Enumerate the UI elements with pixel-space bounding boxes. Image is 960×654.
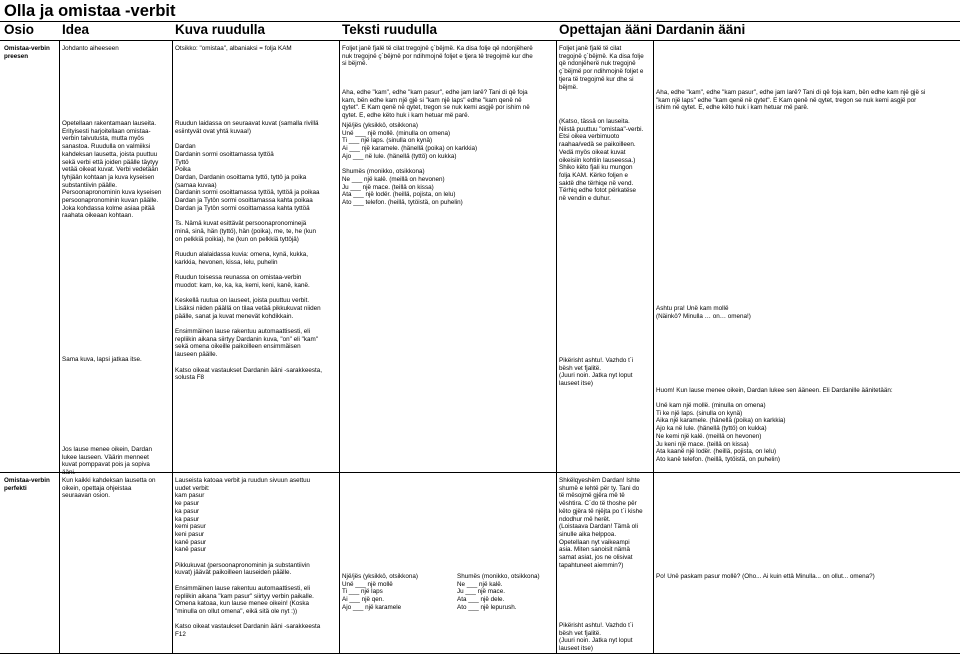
kuva-cell: Otsikko: "omistaa", albaniaksi = folja KAM [175, 45, 292, 52]
teksti-cell: Foljet janë fjalë të cilat tregojnë ç´bëjmë. Ka disa folje që ndonjëherë nuk tregojnë ç´bëjmë por ndihmojnë foljet e tjera të tregojmë kur dhe si bëjmë. [342, 45, 533, 68]
row-label-preesen: Omistaa-verbin preesen [4, 45, 50, 60]
row-label-perfekti: Omistaa-verbin perfekti [4, 477, 50, 492]
dardan-cell: Po! Unë paskam pasur mollë? (Oho... Ai kuin että Minulla... on ollut... omena?) [656, 573, 875, 580]
header-divider [0, 40, 960, 41]
kuva-cell: Ruudun laidassa on seuraavat kuvat (samalla rivillä esiintyvät ovat yhtä kuvaa!) Dardan Dardanin sormi osoittamassa tyttöä Tyttö Poika Dardan, Dardanin osoittama tyttö, tyttö ja poika (samaa kuvaa) Dardanin sormi osoittamassa tyttöä, tyttöä ja poikaa Dardan ja Tytön sormi osoittamassa kahta poikaa Dardan ja Tytön sormi osoittamassa kahta tyttöä Ts. Nämä kuvat esittävät persoonapronominejä minä, sinä, hän (tyttö), hän (poika), me, te, he (kun on pelkkiä poikia), he (kun on pelkkiä tyttöjä) Ruudun alalaidassa kuvia: omena, kynä, kukka, karkkia, hevonen, kissa, lelu, puhelin Ruudun toisessa reunassa on omistaa-verbin muodot: kam, ke, ka, ka, kemi, keni, kanë, kanë. Keskellä ruutua on lauseet, joista puuttuu verbit. Lisäksi niiden päällä on tilaa vetää pikkukuvat niiden päälle, sanat ja kuvat menevät kohdikkain. Ensimmäinen lause rakentuu automaattisesti, eli repliikin aikana siirtyy Dardanin kuva, "on" eli "kam" sekä omena oikeille paikoilleen ensimmäisen lauseen päälle. Katso oikeat vastaukset Dardanin ääni -sarakkeesta, solusta F8 [175, 120, 323, 382]
page-title: Olla ja omistaa -verbit [4, 2, 176, 20]
opettaja-cell: (Katso, tässä on lauseita. Niistä puuttuu "omistaa"-verbi. Etsi oikea verbimuoto raahaa/vedä se paikoilleen. Vedä myös oikeat kuvat oikeisiin kohtiin lauseessa.) Shiko këto fjali ku mungon folja KAM. Kërko foljen e saktë dhe tërhiqe në vend. Tërhiq edhe fotot përkatëse në vendin e duhur. [559, 118, 644, 203]
column-divider [172, 40, 173, 654]
dardan-cell: Ashtu pra! Unë kam mollë (Näinkö? Minulla … on… omena!) [656, 305, 751, 320]
column-divider [556, 40, 557, 654]
opettaja-cell: Foljet janë fjalë të cilat tregojnë ç´bëjmë. Ka disa folje që ndonjëherë nuk tregojnë ç´bëjmë por ndihmojnë foljet e tjera të tregojmë kur dhe si bëjmë. [559, 45, 644, 91]
header-dardan: Dardanin ääni [656, 22, 746, 37]
dardan-cell: Aha, edhe "kam", edhe "kam pasur", edhe jam larë? Tani di që foja kam, bën edhe kam një gjë si "kam një laps" edhe "kam qenë në qytet". E Kam qenë në qytet, tregon se nuk kemi asgjë por ishim në qytet. E, edhe këto huk i kam hetuar më parë. [656, 89, 926, 112]
column-divider [339, 40, 340, 654]
column-divider [59, 40, 60, 654]
idea-cell: Opetellaan rakentamaan lauseita. Erityisesti harjoitellaan omistaa- verbin taivutusta, mutta myös sanastoa. Ruudulla on valmiiksi kahdeksan lausetta, joista puuttuu sekä verbi että joiden päälle täytyy vetää oikeat kuvat. Verbi vedetään tyhjään kohtaan ja kuva kyseisen substantiivin päälle. Persoonapronominin kuva kyseisen persoonapronominin kuvan päälle. Joka kohdassa kolme asiaa pitää raahata oikeaan kohtaan. [62, 120, 162, 220]
header-idea: Idea [62, 22, 90, 37]
teksti-cell: Një/jës (yksikkö, otsikkona) Unë ___ një mollë Ti ___ një laps Ai ___ një qen. Ajo ___ një karamele [342, 573, 418, 611]
opettaja-cell: Shkëlqyeshëm Dardan! Ishte shumë e lehtë për ty. Tani do të mësojmë gjëra më të vështira. C´do të thoshe për këto gjëra të njëjta po t´i kishe ndodhur më herët. (Loistaava Dardan! Tämä oli sinulle aika helppoa. Opetellaan nyt vaikeampi asia. Miten sanoisit nämä samat asiat, jos ne olisivat tapahtuneet aiemmin?) [559, 477, 643, 569]
teksti-cell: Aha, edhe "kam", edhe "kam pasur", edhe jam larë? Tani di që foja kam, bën edhe kam një gjë si "kam një laps" edhe "kam qenë në qytet". E Kam qenë në qytet, tregon se nuk kemi asgjë por ishim në qytet. E, edhe këto huk i kam hetuar më parë. [342, 89, 530, 120]
header-teksti: Teksti ruudulla [342, 22, 438, 37]
dardan-cell: Unë kam një mollë. (minulla on omena) Ti ke një laps. (sinulla on kynä) Aika një karamele. (hänellä (poika) on karkkia) Ajo ka në lule. (hänellä (tyttö) on kukka) Ne kemi një kalë. (meillä on hevonen) Ju keni një mace. (teillä on kissa) Ata kaanë një lodër. (heillä, pojista, on lelu) Ato kanë telefon. (heillä, tytöistä, on puhelin) [656, 402, 786, 463]
kuva-cell: Lauseista katoaa verbit ja ruudun sivuun asettuu uudet verbit: kam pasur ke pasur ka pasur ka pasur kemi pasur keni pasur kanë pasur kanë pasur Pikkukuvat (persoonapronominin ja substantiivin kuvat) jäävät paikoilleen lauseiden päälle. Ensimmäinen lause rakentuu automaattisesti, eli repliikin aikana "kam pasur" siirtyy verbin paikalle. Omena katoaa, kun lause menee oikein! (Koska "minulla on ollut omena", eikä sitä ole nyt :)) Katso oikeat vastaukset Dardanin ääni -sarakkeesta F12 [175, 477, 321, 639]
idea-cell: Jos lause menee oikein, Dardan lukee lauseen. Väärin menneet kuvat pomppavat pois ja sopiva ääni. [62, 446, 152, 477]
opettaja-cell: Pikërisht ashtu!. Vazhdo t´i bësh vet fjalitë. (Juuri noin. Jatka nyt loput lauseet itse) [559, 357, 634, 388]
header-kuva: Kuva ruudulla [175, 22, 266, 37]
header-opettaja: Opettajan ääni [559, 22, 653, 37]
column-divider [653, 40, 654, 654]
idea-cell: Sama kuva, lapsi jatkaa itse. [62, 356, 142, 363]
teksti-cell: Shumës (monikko, otsikkona) Ne ___ një kalë. Ju ___ një mace. Ata ___ një dele. Ato ___ një lepurush. [457, 573, 540, 611]
idea-cell: Johdanto aiheeseen [62, 45, 119, 52]
teksti-cell: Një/jës (yksikkö, otsikkona) Unë ___ një mollë. (minulla on omena) Ti ___ një laps. (sinulla on kynä) Ai ___ një karamele. (hänellä (poika) on karkkia) Ajo ___ në lule. (hänellä (tyttö) on kukka) Shumës (monikko, otsikkona) Ne ___ një kalë. (meillä on hevonen) Ju ___ një mace. (teillä on kissa) Ata ___ një lodër. (heillä, pojista, on lelu) Ato ___ telefon. (heillä, tytöistä, on puhelin) [342, 122, 478, 207]
opettaja-cell: Pikërisht ashtu!. Vazhdo t´i bësh vet fjalitë. (Juuri noin. Jatka nyt loput lauseet itse) [559, 622, 634, 653]
dardan-cell: Huom! Kun lause menee oikein, Dardan lukee sen ääneen. Eli Dardanille äänitetään: [656, 387, 893, 394]
idea-cell: Kun kaikki kahdeksan lausetta on oikein, opettaja ohjeistaa seuraavan osion. [62, 477, 156, 500]
header-osio: Osio [4, 22, 35, 37]
title-divider [0, 21, 960, 22]
